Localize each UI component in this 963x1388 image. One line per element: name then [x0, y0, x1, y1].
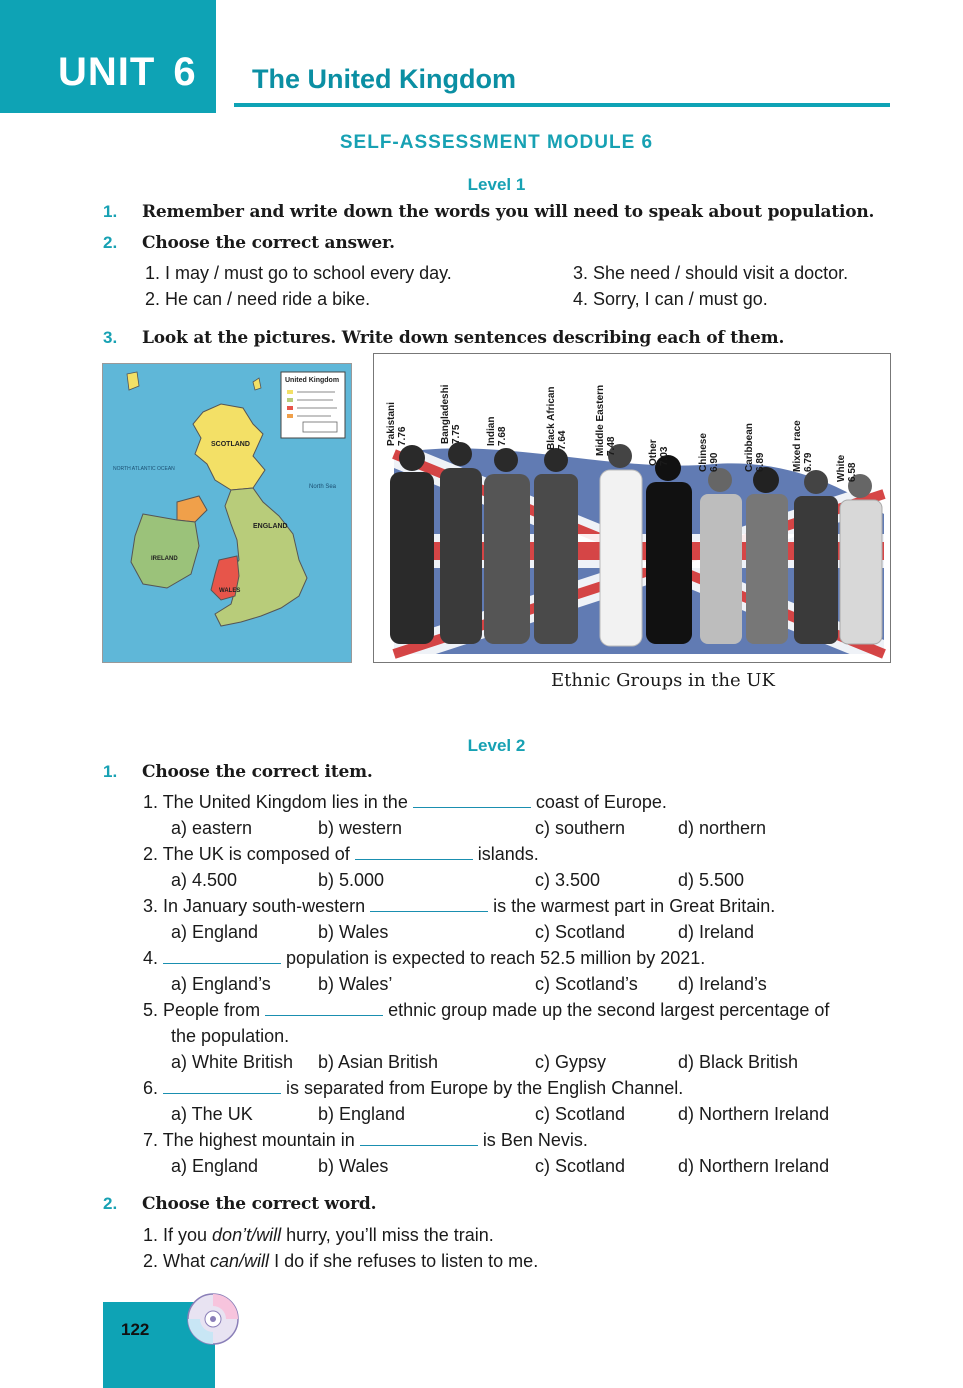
ethnic-group-label: Mixed race 6.79 — [792, 420, 814, 472]
map-label: ENGLAND — [253, 523, 288, 530]
cd-icon — [186, 1292, 240, 1346]
unit-title: The United Kingdom — [252, 64, 516, 94]
word-choice[interactable]: can/will — [210, 1251, 270, 1271]
answer-option[interactable]: b) western — [318, 818, 403, 838]
answer-option[interactable]: b) Asian British — [318, 1052, 439, 1072]
level1-task1-number: 1. — [103, 202, 118, 221]
answer-option[interactable]: b) England — [318, 1104, 406, 1124]
level2-task2-number: 2. — [103, 1194, 118, 1213]
uk-map-illustration — [103, 364, 351, 662]
answer-blank[interactable] — [355, 845, 473, 860]
word-choice-item: 1. If you don’t/will hurry, you’ll miss the train. — [143, 1225, 494, 1245]
answer-option[interactable]: a) 4.500 — [171, 870, 238, 890]
answer-option[interactable]: a) The UK — [171, 1104, 253, 1124]
answer-option[interactable]: c) Scotland — [535, 1104, 626, 1124]
map-label: NORTH ATLANTIC OCEAN — [113, 466, 175, 472]
answer-option[interactable]: c) Scotland — [535, 1156, 626, 1176]
ethnic-group-label: Other 7.03 — [648, 439, 670, 466]
level2-task1-text: Choose the correct item. — [142, 762, 373, 782]
question: 2. The UK is composed of islands. — [143, 844, 539, 864]
answer-option[interactable]: c) Scotland’s — [535, 974, 638, 994]
answer-option[interactable]: d) Ireland’s — [678, 974, 767, 994]
answer-option[interactable]: d) Northern Ireland — [678, 1156, 830, 1176]
answer-option[interactable]: d) Black British — [678, 1052, 799, 1072]
answer-blank[interactable] — [163, 1079, 281, 1094]
map-label: SCOTLAND — [211, 441, 250, 448]
ethnic-group-label: Pakistani 7.76 — [386, 402, 408, 446]
ethnic-group-label: Caribbean 6.89 — [744, 423, 766, 472]
answer-option[interactable]: d) northern — [678, 818, 767, 838]
answer-option[interactable]: c) Gypsy — [535, 1052, 607, 1072]
level1-label: Level 1 — [467, 175, 526, 194]
answer-option[interactable]: c) Scotland — [535, 922, 626, 942]
question: 6. is separated from Europe by the English Channel. — [143, 1078, 684, 1098]
answer-option[interactable]: a) England’s — [171, 974, 271, 994]
map-label: WALES — [219, 588, 241, 594]
unit-number: 6 — [173, 50, 197, 94]
answer-option[interactable]: d) 5.500 — [678, 870, 745, 890]
answer-option[interactable]: b) Wales’ — [318, 974, 393, 994]
answer-blank[interactable] — [163, 949, 281, 964]
level2-label: Level 2 — [467, 736, 526, 755]
question-continuation: the population. — [171, 1026, 290, 1046]
answer-blank[interactable] — [370, 897, 488, 912]
answer-blank[interactable] — [360, 1131, 478, 1146]
answer-blank[interactable] — [413, 793, 531, 808]
level1-task2-text: Choose the correct answer. — [142, 233, 395, 253]
level1-task2-item: 1. I may / must go to school every day. — [145, 263, 452, 283]
question: 3. In January south-western is the warmest part in Great Britain. — [143, 896, 776, 916]
map-label: IRELAND — [151, 556, 178, 562]
answer-option[interactable]: a) eastern — [171, 818, 253, 838]
level1-task3-number: 3. — [103, 328, 118, 347]
level1-task2-item: 4. Sorry, I can / must go. — [573, 289, 768, 309]
ethnic-groups-photo — [373, 353, 891, 663]
level1-task2-item: 2. He can / need ride a bike. — [145, 289, 371, 309]
question: 1. The United Kingdom lies in the coast of Europe. — [143, 792, 667, 812]
page-number: 122 — [121, 1320, 150, 1339]
ethnic-group-label: Chinese 6.90 — [698, 433, 720, 472]
question: 7. The highest mountain in is Ben Nevis. — [143, 1130, 588, 1150]
level1-task1-text: Remember and write down the words you will need to speak about population. — [142, 202, 875, 222]
module-title: SELF-ASSESSMENT MODULE 6 — [339, 132, 654, 153]
answer-option[interactable]: a) White British — [171, 1052, 294, 1072]
word-choice[interactable]: don’t/will — [212, 1225, 282, 1245]
map-label: North Sea — [309, 484, 337, 490]
answer-option[interactable]: a) England — [171, 922, 259, 942]
map-label: United Kingdom — [285, 377, 340, 384]
uk-map-image — [102, 363, 352, 663]
level2-task2-text: Choose the correct word. — [142, 1194, 377, 1214]
ethnic-group-label: White 6.58 — [836, 454, 858, 482]
title-rule — [234, 103, 890, 107]
level1-task2-item: 3. She need / should visit a doctor. — [573, 263, 849, 283]
ethnic-group-label: Middle Eastern 7.48 — [595, 384, 617, 456]
answer-option[interactable]: c) southern — [535, 818, 626, 838]
word-choice-item: 2. What can/will I do if she refuses to listen to me. — [143, 1251, 539, 1271]
ethnic-group-label: Black African 7.64 — [546, 386, 568, 450]
answer-option[interactable]: d) Northern Ireland — [678, 1104, 830, 1124]
question: 5. People from ethnic group made up the second largest percentage of — [143, 1000, 830, 1020]
question: 4. population is expected to reach 52.5 million by 2021. — [143, 948, 706, 968]
answer-option[interactable]: b) 5.000 — [318, 870, 385, 890]
picture-caption: Ethnic Groups in the UK — [551, 670, 775, 691]
answer-option[interactable]: b) Wales — [318, 1156, 389, 1176]
answer-blank[interactable] — [265, 1001, 383, 1016]
ethnic-group-label: Bangladeshi 7.75 — [440, 384, 462, 444]
level1-task2-number: 2. — [103, 233, 118, 252]
level1-task3-text: Look at the pictures. Write down sentences describing each of them. — [142, 328, 785, 348]
level2-task1-number: 1. — [103, 762, 118, 781]
answer-option[interactable]: a) England — [171, 1156, 259, 1176]
answer-option[interactable]: b) Wales — [318, 922, 389, 942]
answer-option[interactable]: d) Ireland — [678, 922, 755, 942]
ethnic-group-label: Indian 7.68 — [486, 416, 508, 446]
unit-label: UNIT 6 — [58, 50, 197, 94]
answer-option[interactable]: c) 3.500 — [535, 870, 601, 890]
